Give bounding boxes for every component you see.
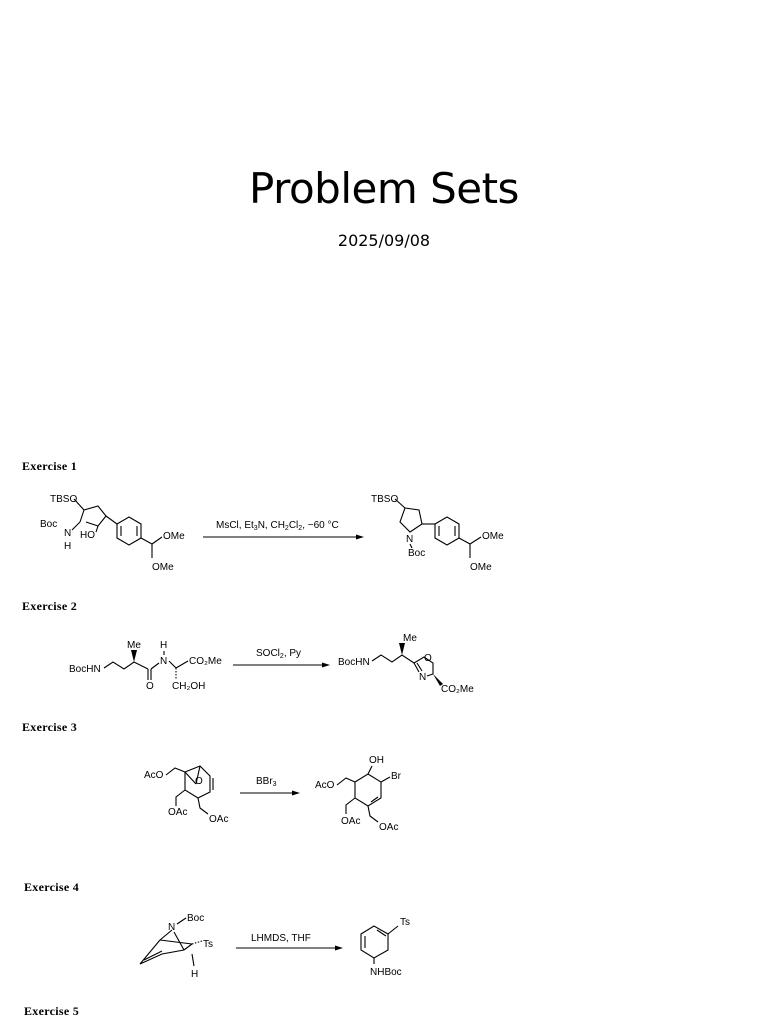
exercise-2-label: Exercise 2 [22,599,78,613]
ex1-sm-bond [106,516,117,524]
ex1-sm-bond [72,522,80,530]
ex2-pr-wedge [399,643,405,655]
ex2-sm-bochn: BocHN [69,664,101,675]
ex4-sm-n: N [168,922,176,933]
ex3-pr-double [371,797,378,802]
exercise-5-label: Exercise 5 [24,1004,80,1018]
ex3-sm-bond [176,790,185,806]
exercise-3-label: Exercise 3 [22,720,78,734]
ex3-sm-aco: AcO [144,770,164,781]
ex2-pr-o: O [424,653,432,664]
ex4-reagents: LHMDS, THF [251,933,311,944]
ex4-pr-bond [388,926,398,934]
ex3-arrowhead [292,791,300,796]
ex1-reagents: MsCl, $Et_3N$, $CH_2Cl_2$, −60 °C [216,520,339,532]
exercise-1-label: Exercise 1 [22,459,78,473]
ex1-sm-ho: HO [80,530,95,541]
ex3-sm-oac1: OAc [168,807,188,818]
ex4-arrowhead [335,946,343,951]
ex4-pr-nhboc: NHBoc [370,967,402,978]
ex2-sm-wedge [131,650,137,662]
ex2-sm-co2me: CO₂Me [189,656,222,667]
ex4-sm-hash [192,941,202,944]
ex3-pr-bond [368,766,372,774]
ex2-sm-me: Me [127,640,141,651]
ex3-sm-bond [166,768,185,775]
ex3-pr-oac2: OAc [379,822,399,833]
ex1-pr-ome-bottom: OMe [470,562,492,573]
ex3-sm-o: O [195,776,203,787]
ex4-sm-boc: Boc [187,913,205,924]
ex3-pr-br: Br [391,771,401,782]
ex1-product [371,494,504,573]
ex2-pr-n: N [419,672,427,683]
ex1-starting-material [40,494,185,573]
slide-date: 2025/09/08 [337,231,431,250]
ex2-product [338,633,474,695]
ex4-sm-ts: Ts [203,939,213,950]
ex3-pr-bond [381,777,390,782]
ex3-product [315,755,402,833]
ex1-sm-n: N [64,528,72,539]
exercise-2-scheme [0,630,768,700]
ex4-sm-cage [140,940,184,964]
ex1-sm-tbso: TBSO [50,494,78,505]
ex3-pr-bond [337,778,355,785]
ex4-sm-bond [174,932,184,950]
ex1-sm-ome-top: OMe [163,531,185,542]
ex2-sm-n: N [160,656,168,667]
exercise-4-scheme [0,906,768,986]
ex3-reagents: BBr$_3$ [256,776,277,788]
ex4-pr-ts: Ts [400,917,410,928]
ex2-pr-bochn: BocHN [338,657,370,668]
ex4-sm-bond [184,944,192,950]
slide-title: Problem Sets [249,164,519,213]
ex4-product [361,917,410,978]
ex1-sm-h: H [64,541,72,552]
ex2-sm-bond [176,661,188,668]
ex3-pr-oac1: OAc [341,816,361,827]
ex3-sm-bond [198,798,208,814]
ex4-sm-bond [177,918,186,924]
ex1-pr-n: N [406,534,414,545]
ex1-sm-bond [152,537,162,544]
ex2-pr-co2me: CO₂Me [441,684,474,695]
ex2-starting-material [69,640,222,692]
exercise-3-scheme [0,750,768,840]
ex1-pr-ome-top: OMe [482,531,504,542]
ex1-sm-bond [80,510,84,522]
ex1-sm-bond [96,526,98,532]
ex2-sm-o: O [146,681,154,692]
ex1-pr-ring [400,508,422,532]
ex4-sm-bond [160,930,172,940]
ex3-pr-oh: OH [369,755,384,766]
ex1-sm-ome-bottom: OMe [152,562,174,573]
ex2-pr-chain [372,655,414,663]
ex1-pr-bond [470,537,481,544]
ex4-starting-material [140,913,213,980]
ex1-sm-bond [84,506,106,526]
ex2-sm-chain [104,662,148,669]
ex3-pr-bond [368,806,378,822]
ex3-pr-bond [346,798,355,814]
ex1-sm-boc: Boc [40,519,58,530]
ex4-sm-bond [192,954,194,966]
ex2-pr-me: Me [403,633,417,644]
ex2-reagents: SOCl$_2$, Py [256,648,302,660]
ex4-sm-h: H [191,969,199,980]
ex1-pr-tbso: TBSO [371,494,399,505]
ex1-pr-bond [459,538,470,544]
ex4-sm-bond [160,940,192,944]
ex1-pr-boc: Boc [408,548,426,559]
exercise-4-label: Exercise 4 [24,880,80,894]
ex3-starting-material [144,766,228,825]
ex1-arrowhead [356,535,364,540]
ex2-sm-ch2oh: CH₂OH [172,681,206,692]
ex2-sm-h: H [160,640,168,651]
ex2-sm-bond [169,661,176,668]
ex3-pr-aco: AcO [315,780,335,791]
ex2-sm-bond [151,663,159,669]
exercise-1-scheme [0,480,768,580]
ex1-sm-bond [141,538,152,544]
ex3-pr-ring [355,774,381,806]
ex3-sm-oac2: OAc [209,814,229,825]
ex2-arrowhead [322,663,330,668]
